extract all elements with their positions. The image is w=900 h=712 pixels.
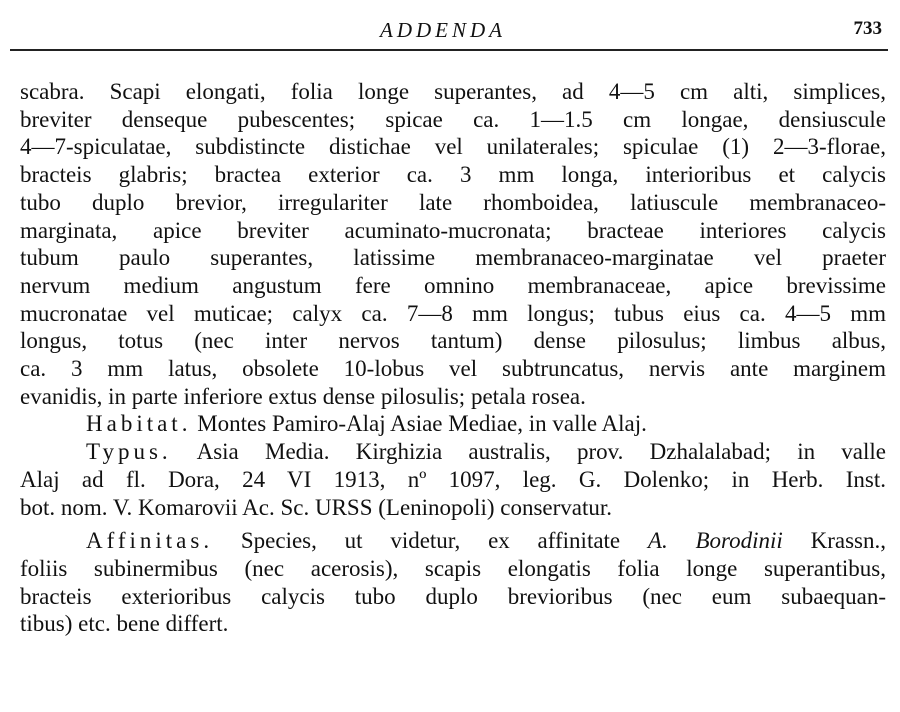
habitat-label: Habitat. <box>86 411 192 437</box>
species-name: A. Borodinii <box>647 528 783 554</box>
text-line: marginata, apice breviter acuminato-mucronata; bracteae interiores calycis <box>20 217 886 243</box>
text-line: bracteis exterioribus calycis tubo duplo brevioribus (nec eum subaequan- <box>20 583 886 609</box>
page-header <box>0 14 900 54</box>
typus-paragraph <box>20 438 886 521</box>
text-line: tibus) etc. bene differt. <box>20 611 229 637</box>
text-line: mucronatae vel muticae; calyx ca. 7—8 mm longus; tubus eius ca. 4—5 mm <box>20 300 886 326</box>
text-line: bracteis glabris; bractea exterior ca. 3 mm longa, interioribus et calycis <box>20 162 886 188</box>
text-line: 4—7-spiculatae, subdistincte distichae vel unilaterales; spiculae (1) 2—3-florae, <box>20 134 886 160</box>
habitat-text: Montes Pamiro-Alaj Asiae Mediae, in valle Alaj. <box>191 411 647 437</box>
affinitas-text: Species, ut videtur, ex affinitate <box>213 528 648 554</box>
page-body <box>20 78 886 638</box>
habitat-paragraph <box>20 410 886 438</box>
text-line <box>20 438 886 466</box>
text-line: bot. nom. V. Komarovii Ac. Sc. URSS (Leninopoli) conservatur. <box>20 494 613 520</box>
text-line: breviter denseque pubescentes; spicae ca. 1—1.5 cm longae, densiuscule <box>20 106 886 132</box>
page-number: 733 <box>853 18 882 39</box>
typus-text: Asia Media. Kirghizia australis, prov. Dzhalalabad; in valle <box>171 439 886 465</box>
affinitas-label: Affinitas. <box>86 528 214 554</box>
text-line: Alaj ad fl. Dora, 24 VI 1913, nº 1097, leg. G. Dolenko; in Herb. Inst. <box>20 466 886 492</box>
affinitas-text-author: Krassn., <box>782 528 886 554</box>
text-line: tubum paulo superantes, latissime membranaceo-marginatae vel praeter <box>20 245 886 271</box>
running-title: ADDENDA <box>380 18 506 42</box>
text-line: longus, totus (nec inter nervos tantum) dense pilosulus; limbus albus, <box>20 328 886 354</box>
text-line: tubo duplo brevior, irregulariter late rhomboidea, latiuscule membranaceo- <box>20 189 886 215</box>
text-line: ca. 3 mm latus, obsolete 10-lobus vel subtruncatus, nervis ante marginem <box>20 356 886 382</box>
text-line: scabra. Scapi elongati, folia longe superantes, ad 4—5 cm alti, simplices, <box>20 79 886 104</box>
text-line: nervum medium angustum fere omnino membranaceae, apice brevissime <box>20 272 886 298</box>
text-line <box>20 410 886 438</box>
text-line <box>20 527 886 555</box>
header-rule <box>10 49 888 51</box>
description-paragraph <box>20 78 886 410</box>
typus-label: Typus. <box>86 439 172 465</box>
text-line: foliis subinermibus (nec acerosis), scapis elongatis folia longe superantibus, <box>20 555 886 581</box>
affinitas-paragraph <box>20 527 886 638</box>
text-line: evanidis, in parte inferiore extus dense pilosulis; petala rosea. <box>20 383 586 409</box>
